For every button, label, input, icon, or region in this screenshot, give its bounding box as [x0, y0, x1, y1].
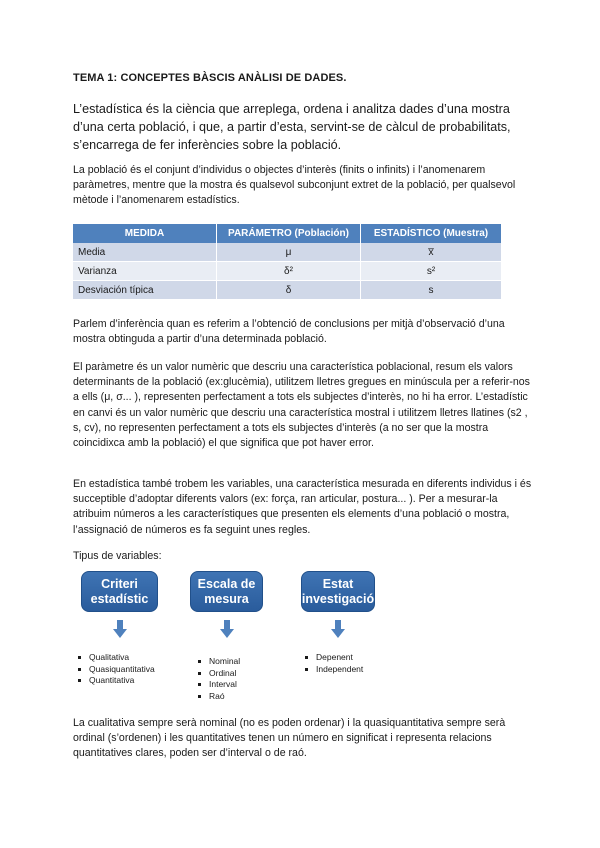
table-cell: δ²: [217, 262, 361, 281]
column-header: MEDIDA: [73, 224, 217, 243]
escala-mesura-list: [198, 656, 240, 702]
list-item: Quantitativa: [78, 675, 155, 687]
list-item: Raó: [198, 691, 240, 703]
table-cell: x̅: [361, 243, 502, 262]
list-item: Depenent: [305, 652, 363, 664]
criteri-estadistic-box: Criteri estadístic: [81, 571, 158, 612]
estat-investigacio-list: [305, 652, 363, 675]
escala-mesura-box: Escala de mesura: [190, 571, 263, 612]
page-title: TEMA 1: CONCEPTES BÀSCIS ANÀLISI DE DADES.: [73, 72, 347, 84]
table-cell: δ: [217, 281, 361, 300]
intro-paragraph: L’estadística és la ciència que arreplega, ordena i analitza dades d’una mostra d’una certa població, i que, a partir d’esta, servint-se de càlcul de probabilitats, s’encarrega de fer inferències sobre la població.: [73, 102, 511, 152]
statistics-table: [73, 224, 501, 300]
table-header-row: [73, 224, 501, 243]
column-header: ESTADÍSTICO (Muestra): [361, 224, 502, 243]
estat-investigacio-box: Estat investigació: [301, 571, 375, 612]
table-row: [73, 243, 501, 262]
down-arrow-icon: [113, 620, 127, 638]
table-row: [73, 281, 501, 300]
list-item: Nominal: [198, 656, 240, 668]
table-cell: Varianza: [73, 262, 217, 281]
table-cell: s²: [361, 262, 502, 281]
population-paragraph: La població és el conjunt d’individus o objectes d’interès (finits o infinits) i l’anomenarem paràmetres, mentre que la mostra és qualsevol subconjunt extret de la població, per qualsevol mètode i l’anomenarem estadístics.: [73, 164, 516, 207]
list-item: Interval: [198, 679, 240, 691]
list-item: Independent: [305, 664, 363, 676]
table-row: [73, 262, 501, 281]
table-cell: Desviación típica: [73, 281, 217, 300]
inference-paragraph: Parlem d’inferència quan es referim a l’obtenció de conclusions per mitjà d’observació d’una mostra obtinguda a partir d’una determinada població.: [73, 318, 505, 346]
column-header: PARÁMETRO (Población): [217, 224, 361, 243]
table-cell: s: [361, 281, 502, 300]
variables-paragraph: En estadística també trobem les variables, una característica mesurada en diferents individus i és succeptible d’adoptar diferents valors (ex: força, ran articular, postura... ). Per a mesurar-la atribuim números a les característiques que presenten els elements d’una població o mostra, l’assignació de números es fa seguint unes regles.: [73, 478, 532, 536]
table-cell: Media: [73, 243, 217, 262]
down-arrow-icon: [220, 620, 234, 638]
list-item: Quasiquantitativa: [78, 664, 155, 676]
list-item: Qualitativa: [78, 652, 155, 664]
conclusion-paragraph: La cualitativa sempre serà nominal (no es poden ordenar) i la quasiquantitativa sempre serà ordinal (s’ordenen) i les quantitatives tenen un número en significat i representa relacions quantitatives clares, poden ser d’interval o de raó.: [73, 717, 506, 760]
table-cell: μ: [217, 243, 361, 262]
criteri-estadistic-list: [78, 652, 155, 687]
parameter-paragraph: El paràmetre és un valor numèric que descriu una característica poblacional, resum els valors determinants de la població (ex:glucèmia), utilitzem lletres gregues en minúscula per a referir-nos a ells (μ, σ... ), representen perfectament a tots els subjectes d’interès, no hi ha error. L’estadístic en canvi és un valor numèric que descriu una característica mostral i utilitzem lletres llatines (s2 , s, cv), no representen perfectament a tots els subjectes d’interès (a no ser que la mostra coincidixca amb la població) el que significa que pot haver error.: [73, 361, 530, 450]
list-item: Ordinal: [198, 668, 240, 680]
down-arrow-icon: [331, 620, 345, 638]
variable-types-label: Tipus de variables:: [73, 550, 162, 562]
